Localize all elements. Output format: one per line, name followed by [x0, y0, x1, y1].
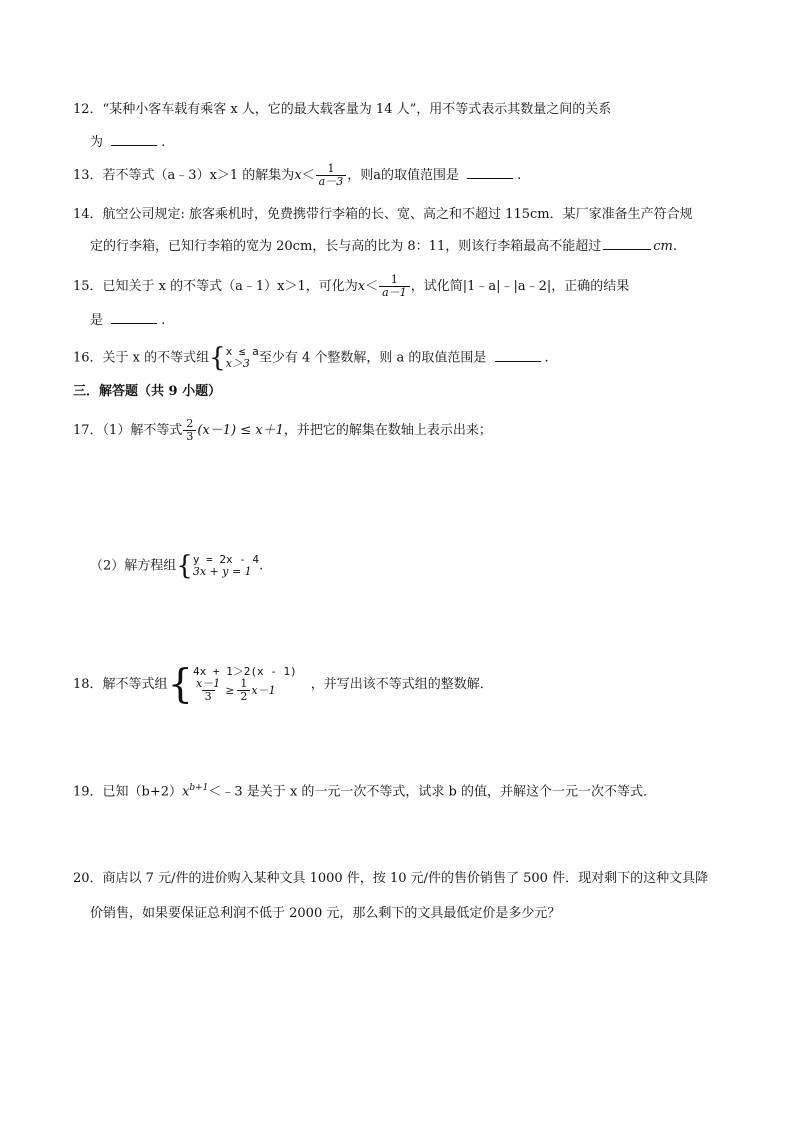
row-2-fraction	[194, 678, 222, 703]
question-15-suffix: ，试化简|1﹣a|﹣|a﹣2|，正确的结果	[410, 279, 630, 294]
question-18-prefix: 18．解不等式组	[73, 677, 168, 692]
question-16-system	[226, 346, 259, 370]
question-17-part-1	[73, 418, 492, 443]
system-row-1: 4x + 1＞2(x - 1)	[193, 665, 297, 678]
question-17-suffix: ，并把它的解集在数轴上表示出来；	[283, 423, 492, 438]
fraction-numerator: 1	[390, 273, 398, 286]
question-12-prefix: 为	[90, 135, 104, 150]
question-18-suffix: ，并写出该不等式组的整数解．	[310, 677, 493, 692]
question-19-exponent: b+1	[189, 783, 209, 793]
row-2-coefficient	[237, 678, 250, 703]
question-14-end: .	[672, 239, 677, 254]
question-13-lt: ＜	[301, 168, 315, 183]
question-16	[73, 345, 549, 371]
fraction-numerator: 1	[327, 162, 335, 175]
question-16-prefix: 16．关于 x 的不等式组	[73, 350, 210, 366]
answer-blank-13[interactable]	[467, 166, 513, 179]
answer-blank-16[interactable]	[495, 349, 541, 362]
question-19-prefix: 19．已知（b+2）	[73, 784, 183, 800]
question-17-part-2	[90, 553, 263, 579]
question-15-fraction	[379, 274, 410, 299]
system-row-1: y = 2x - 4	[192, 553, 260, 566]
answer-blank-15[interactable]	[111, 311, 157, 324]
question-15-line-1	[73, 274, 629, 299]
question-17-end: .	[259, 558, 264, 574]
question-12-line-1: 12．“某种小客车载有乘客 x 人，它的最大载客量为 14 人”，用不等式表示其数量之间的关系	[73, 102, 612, 117]
question-17-part-2-prefix: （2）解方程组	[90, 558, 177, 574]
question-17-fraction	[183, 418, 196, 443]
fraction-numerator: x－1	[196, 677, 221, 690]
question-20-line-2: 价销售，如果要保证总利润不低于 2000 元，那么剩下的文具最低定价是多少元？	[90, 906, 561, 921]
fraction-denominator: a－1	[379, 286, 410, 299]
row-2-relation: ≥	[225, 683, 235, 697]
question-13-fraction	[316, 163, 347, 188]
brace-icon: {	[167, 661, 193, 708]
question-12-end: .	[161, 135, 166, 150]
fraction-denominator: 3	[202, 690, 215, 703]
question-18	[73, 661, 493, 708]
fraction-numerator: 1	[240, 677, 248, 690]
question-19-x: x	[182, 784, 190, 800]
fraction-numerator: 2	[186, 417, 194, 430]
question-17-system	[193, 554, 259, 578]
question-13-prefix: 13．若不等式（a﹣3）x＞1 的解集为	[73, 168, 295, 183]
brace-icon: {	[209, 343, 226, 373]
system-row-2	[193, 678, 297, 703]
question-15-prefix-2: 是	[90, 313, 104, 328]
system-row-1: x ≤ a	[225, 345, 259, 358]
question-15-lt: ＜	[365, 279, 379, 294]
question-14-line-1: 14．航空公司规定: 旅客乘机时，免费携带行李箱的长、宽、高之和不超过 115cm．某厂家准备生产符合规	[73, 207, 693, 222]
question-13-suffix: ，则a的取值范围是	[347, 168, 459, 183]
question-13	[73, 163, 521, 188]
question-16-end: .	[544, 350, 549, 366]
system-row-2: 3x + y = 1	[192, 565, 252, 578]
fraction-denominator: a－3	[316, 175, 347, 188]
brace-icon: {	[176, 551, 193, 581]
question-17-expression: (x－1) ≤ x＋1	[197, 423, 284, 438]
question-18-system	[193, 666, 297, 703]
question-19	[73, 779, 656, 801]
row-2-tail: x－1	[251, 683, 276, 697]
question-14-unit: cm	[653, 239, 673, 254]
system-row-2: x＞3	[225, 357, 250, 370]
question-15-x: x	[357, 279, 366, 294]
fraction-denominator: 2	[237, 690, 250, 703]
question-16-suffix: 至少有 4 个整数解，则 a 的取值范围是	[258, 350, 487, 366]
fraction-denominator: 3	[183, 430, 196, 443]
section-heading: 三．解答题（共 9 小题）	[73, 384, 222, 399]
question-15-prefix: 15．已知关于 x 的不等式（a﹣1）x＞1，可化为	[73, 279, 358, 294]
question-14-text: 定的行李箱，已知行李箱的宽为 20cm，长与高的比为 8：11，则该行李箱最高不能超过	[90, 239, 602, 254]
question-15-line-2	[90, 311, 165, 330]
question-17-prefix: 17．（1）解不等式	[73, 423, 183, 438]
question-20-line-1: 20．商店以 7 元/件的进价购入某种文具 1000 件，按 10 元/件的售价销售了 500 件．现对剩下的这种文具降	[73, 871, 709, 886]
question-19-suffix: ＜﹣3 是关于 x 的一元一次不等式，试求 b 的值，并解这个一元一次不等式．	[208, 784, 656, 800]
question-13-x: x	[294, 168, 302, 183]
answer-blank-12[interactable]	[111, 133, 157, 146]
question-12-line-2	[90, 133, 165, 152]
question-14-line-2	[90, 237, 677, 256]
question-13-end: .	[517, 168, 522, 183]
answer-blank-14[interactable]	[603, 237, 651, 250]
question-15-end: .	[161, 313, 166, 328]
